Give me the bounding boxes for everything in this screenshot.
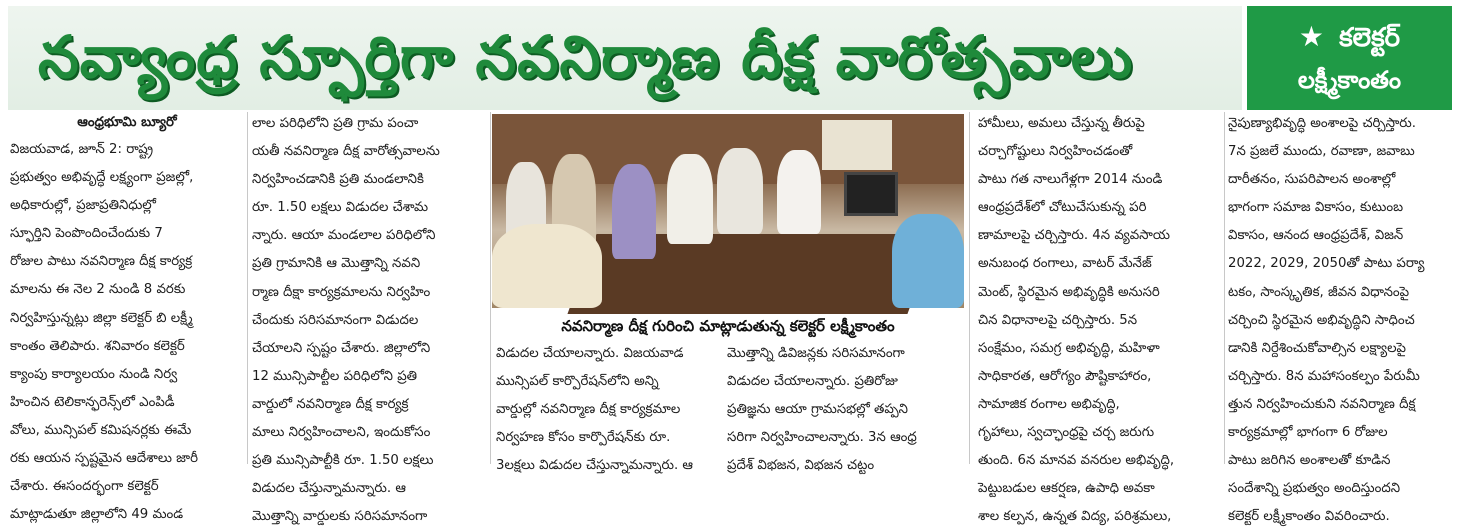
text-line: క్యాంపు కార్యాలయం నుండి నిర్వ [10, 366, 178, 382]
text-line: వార్డుల్లో నవనిర్మాణ దీక్ష కార్యక్రమాల [496, 402, 681, 418]
byline-role-row [1247, 20, 1452, 59]
text-line: కాంతం తెలిపారు. శనివారం కలెక్టర్ [10, 338, 185, 354]
text-line: దారీతనం, సుపరిపాలన అంశాల్లో [1228, 172, 1396, 188]
text-line: త్తున నిర్వహించుకుని నవనిర్మాణ దీక్ష [1228, 396, 1416, 412]
column-divider [490, 112, 491, 464]
headline-band [8, 6, 1242, 110]
article-column-3 [496, 340, 718, 474]
text-line: అధికారుల్లో, ప్రజాప్రతినిధుల్లో [10, 198, 156, 214]
text-line: 3లక్షలు విడుదల చేస్తున్నామన్నారు. ఆ [496, 458, 694, 474]
column-divider [247, 112, 248, 464]
text-line: నైపుణ్యాభివృద్ధి అంశాలపై చర్చిస్తారు. [1228, 116, 1416, 131]
text-line: చర్చాగోష్టులు నిర్వహించడంతో [978, 144, 1133, 160]
photo-person [492, 224, 602, 308]
text-line: మాట్లాడుతూ జిల్లాలోని 49 మండ [10, 507, 184, 523]
text-line: విడుదల చేయాలన్నారు. ప్రతిరోజు [727, 374, 898, 390]
star-icon: ★ [1298, 20, 1325, 53]
column-divider [1224, 112, 1225, 464]
text-line: నిర్వహిస్తున్నట్లు జిల్లా కలెక్టర్ బి లక్ష్మీ [10, 310, 193, 326]
headline: నవ్యాంధ్ర స్ఫూర్తిగా నవనిర్మాణ దీక్ష వారోత్సవాలు [38, 23, 1134, 91]
text-line: మెంట్, స్థిరమైన అభివృద్ధికి అనుసరి [978, 284, 1160, 300]
article-column-1 [10, 110, 244, 523]
text-line: హామీలు, అమలు చేస్తున్న తీరుపై [978, 116, 1145, 131]
text-line: ఆంధ్రప్రదేశ్‌లో చోటుచేసుకున్న పరి [978, 200, 1147, 216]
text-line: విడుదల చేయాలన్నారు. విజయవాడ [496, 346, 684, 361]
text-line: కలెక్టర్ లక్ష్మీకాంతం వివరించారు. [1228, 509, 1390, 525]
text-line: శాల కల్పన, ఉన్నత విద్య, పరిశ్రమలు, [978, 509, 1172, 525]
column-lines [978, 110, 1220, 531]
text-line: ర్మాణ దీక్షా కార్యక్రమాలను నిర్వహిం [252, 284, 431, 300]
article-column-6 [1228, 110, 1458, 525]
text-line: సాధికారత, ఆరోగ్యం పౌష్టికాహారం, [978, 368, 1152, 384]
text-line: యతీ నవనిర్మాణ దీక్ష వారోత్సవాలను [252, 144, 440, 160]
text-line: ప్రతిజ్ఞను ఆయా గ్రామసభల్లో తప్పని [727, 402, 909, 418]
text-line: సామాజిక రంగాల అభివృద్ధి, [978, 396, 1120, 412]
text-line: రూ. 1.50 లక్షలు విడుదల చేశామ [252, 200, 429, 216]
text-line: మాలను ఈ నెల 2 నుండి 8 వరకు [10, 282, 186, 298]
text-line: అనుబంధ రంగాలు, వాటర్ మేనేజ్ [978, 256, 1152, 272]
text-line: చేయాలని స్పష్టం చేశారు. జిల్లాలోని [252, 340, 431, 356]
text-line: విడుదల చేస్తున్నామన్నారు. ఆ [252, 481, 406, 497]
text-line: సరిగా నిర్వహించాలన్నారు. 3న ఆంధ్ర [727, 430, 917, 446]
article-column-4 [727, 340, 963, 474]
text-line: చేందుకు సరిసమానంగా విడుదల [252, 312, 419, 328]
column-lines [496, 340, 718, 480]
text-line: నిర్వహణ కోసం కార్పొరేషన్‌కు రూ. [496, 430, 671, 446]
text-line: మున్సిపల్ కార్పొరేషన్‌లోని అన్ని [496, 374, 659, 390]
photo-board [822, 120, 892, 170]
column-lines [252, 110, 488, 531]
column-lines [1228, 110, 1458, 531]
text-line: సందేశాన్ని ప్రభుత్వం అందిస్తుందని [1228, 481, 1401, 497]
text-line: టకం, సాంస్కృతిక, జీవన విధానంపై [1228, 284, 1410, 300]
text-line: మొత్తాన్ని వార్డులకు సరిసమానంగా [252, 509, 428, 525]
text-line: వోలు, మున్సిపల్ కమిషనర్లకు ఈమే [10, 422, 192, 438]
text-line: లాల పరిధిలోని ప్రతి గ్రామ పంచా [252, 116, 419, 131]
photo-monitor [844, 172, 898, 216]
text-line: భాగంగా సమాజ వికాసం, కుటుంబ [1228, 200, 1404, 216]
text-line: 7న ప్రజలే ముందు, రవాణా, జవాబు [1228, 144, 1415, 160]
text-line: ప్రదేశ్ విభజన, విభజన చట్టం [727, 458, 875, 474]
photo-person [667, 154, 713, 244]
text-line: చర్చించి స్థిరమైన అభివృద్ధిని సాధించ [1228, 312, 1415, 328]
text-line: మాలు నిర్వహించాలని, ఇందుకోసం [252, 425, 431, 441]
photo-person [612, 164, 656, 259]
text-line: చిన విధానాలపై చర్చిస్తారు. 5న [978, 312, 1138, 328]
text-line: డానికి నిర్దేశించుకోవాల్సిన లక్ష్యాలపై [1228, 340, 1406, 356]
column-lines [10, 136, 244, 529]
text-line: స్ఫూర్తిని పెంపొందించేందుకు 7 [10, 226, 163, 242]
text-line: మొత్తాన్ని డివిజన్లకు సరిసమానంగా [727, 346, 905, 361]
photo-person [892, 214, 964, 308]
article-column-2 [252, 110, 488, 525]
text-line: వికాసం, ఆనంద ఆంధ్రప్రదేశ్, విజన్ [1228, 228, 1404, 244]
article-column-5 [978, 110, 1220, 525]
text-line: 2022, 2029, 2050తో పాటు పర్యా [1228, 256, 1425, 272]
text-line: ప్రభుత్వం అభివృద్ధే లక్ష్యంగా ప్రజల్లో, [10, 170, 194, 186]
text-line: ప్రతి మున్సిపాల్టీకి రూ. 1.50 లక్షలు [252, 453, 434, 469]
text-line: విజయవాడ, జూన్ 2: రాష్ట్ర [10, 142, 154, 157]
text-line: నిర్వహించడానికి ప్రతి మండలానికి [252, 172, 424, 188]
photo-person [717, 148, 763, 234]
column-divider [969, 112, 970, 464]
photo-caption: నవనిర్మాణ దీక్ష గురించి మాట్లాడుతున్న కలెక్టర్ లక్ష్మీకాంతం [561, 317, 895, 335]
bureau-credit: ఆంధ్రభూమి బ్యూరో [77, 115, 177, 130]
byline-name: లక్ష్మీకాంతం [1297, 66, 1402, 94]
text-line: హించిన టెలికాన్ఫరెన్స్‌లో ఎంపిడీ [10, 394, 175, 410]
column-lines [727, 340, 963, 480]
text-line: 12 మున్సిపాల్టీల పరిధిలోని ప్రతి [252, 368, 418, 384]
text-line: రోజుల పాటు నవనిర్మాణ దీక్ష కార్యక్ర [10, 254, 193, 270]
photo-person [777, 150, 821, 234]
news-photo [492, 114, 964, 308]
byline-role: కలెక్టర్ [1339, 23, 1401, 53]
text-line: చర్చిస్తారు. 8న మహాసంకల్పం పేరుమీ [1228, 368, 1420, 384]
text-line: రకు ఆయన స్పష్టమైన ఆదేశాలు జారీ [10, 451, 198, 467]
text-line: చేశారు. ఈసందర్భంగా కలెక్టర్ [10, 479, 159, 495]
text-line: కార్యక్రమాల్లో భాగంగా 6 రోజుల [1228, 425, 1388, 441]
text-line: పాటు గత నాలుగేళ్లగా 2014 నుండి [978, 172, 1163, 188]
text-line: పాటు జరిగిన అంశాలతో కూడిన [1228, 453, 1391, 469]
text-line: న్నారు. ఆయా మండలాల పరిధిలోని [252, 228, 436, 244]
text-line: గృహాలు, స్వచ్ఛాంధ్రపై చర్చ జరుగు [978, 425, 1155, 441]
text-line: సంక్షేమం, సమగ్ర అభివృద్ధి, మహిళా [978, 340, 1160, 356]
text-line: పెట్టుబడుల ఆకర్షణ, ఉపాధి అవకా [978, 481, 1155, 497]
text-line: వార్డులో నవనిర్మాణ దీక్ష కార్యక్ర [252, 396, 409, 412]
text-line: తుంది. 6న మానవ వనరుల అభివృద్ధి, [978, 453, 1175, 469]
byline-box [1247, 6, 1452, 110]
text-line: ప్రతి గ్రామానికి ఆ మొత్తాన్ని నవని [252, 256, 421, 272]
text-line: ణామాలపై చర్చిస్తారు. 4న వ్యవసాయ [978, 228, 1170, 244]
